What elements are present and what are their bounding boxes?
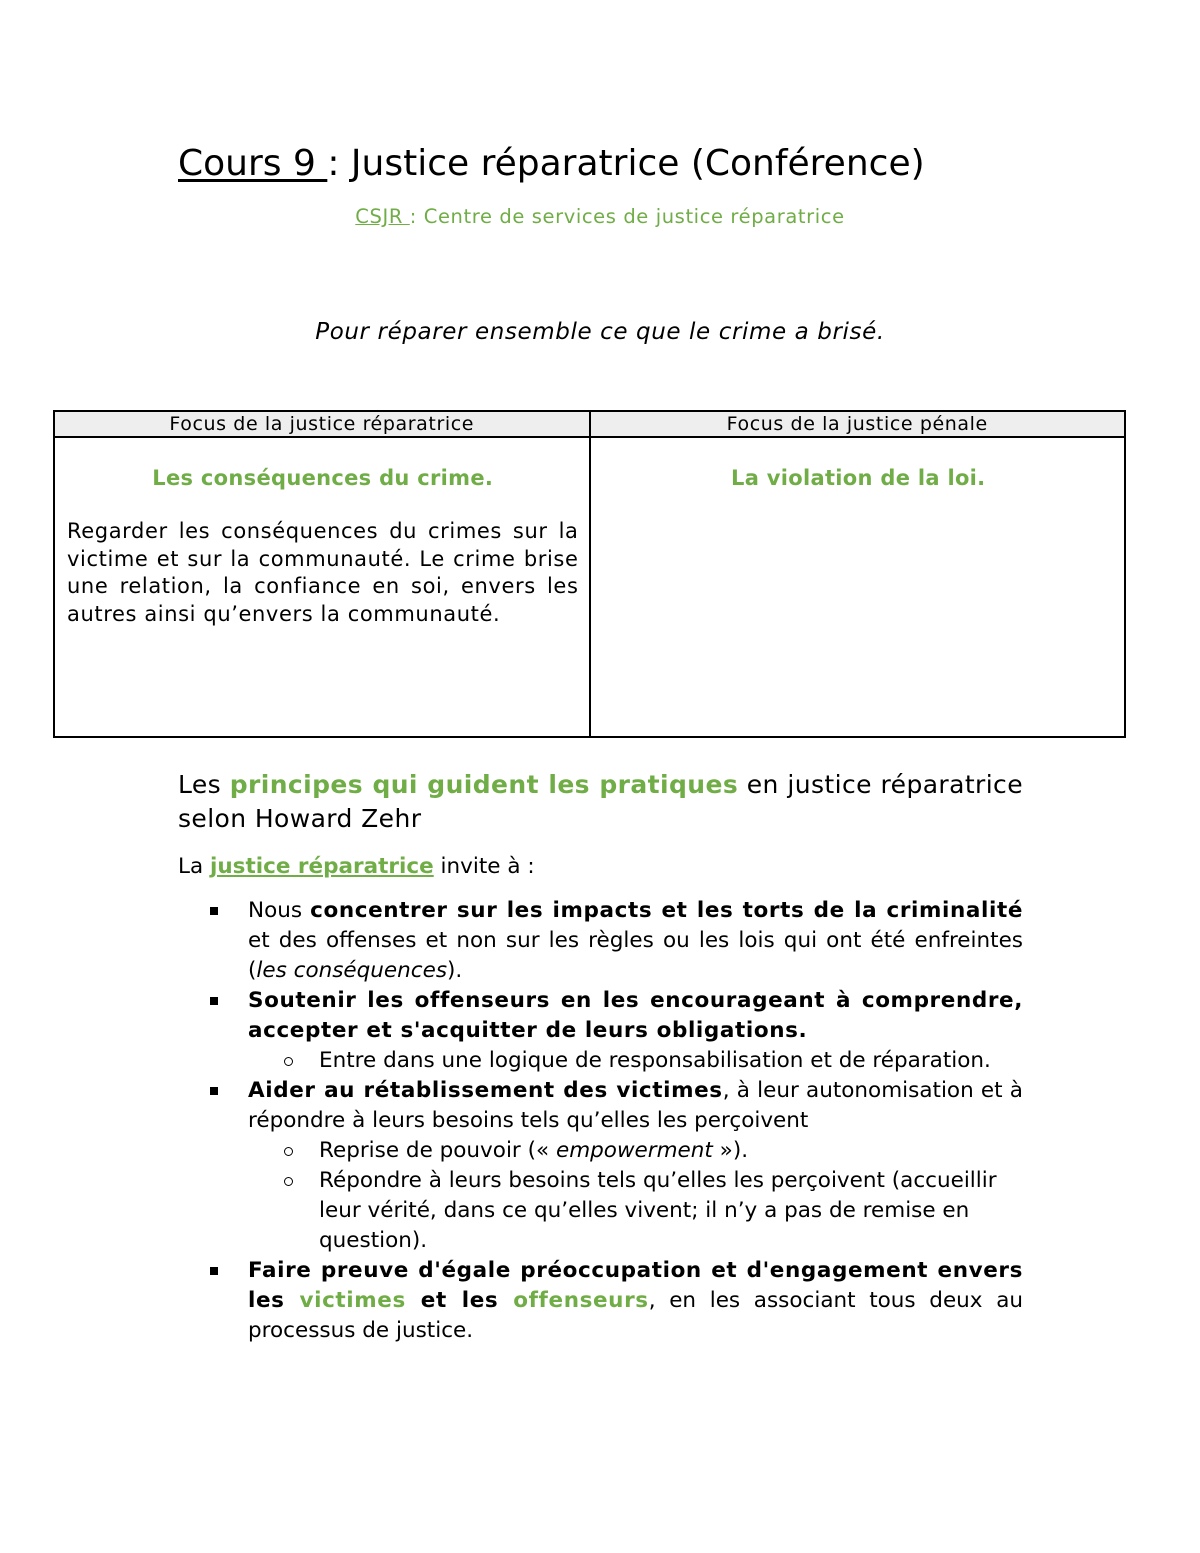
list-item: [178, 1076, 1023, 1256]
table-header-penal: Focus de la justice pénale: [590, 411, 1126, 437]
item-text: Nous: [248, 898, 311, 923]
square-bullet-icon: [210, 1267, 218, 1275]
list-item: [178, 896, 1023, 986]
page-subtitle: [0, 203, 1200, 231]
item-text: , en les associant tous deux au processus de justice.: [248, 1288, 1024, 1343]
item-bold-text: Aider au rétablissement des victimes: [248, 1078, 723, 1103]
item-highlight-victimes: victimes: [299, 1288, 406, 1313]
sub-list-item: [178, 1136, 1023, 1166]
page-title: [178, 140, 925, 188]
circle-bullet-icon: [284, 1147, 293, 1156]
circle-bullet-icon: [284, 1057, 293, 1066]
focus-comparison-table: [53, 410, 1126, 738]
sub-item-text: Répondre à leurs besoins tels qu’elles les perçoivent (accueillir leur vérité, dans ce qu’elles vivent; il n’y a pas de remise en question).: [319, 1168, 997, 1253]
section-heading: [178, 768, 1023, 836]
sub-item-italic-text: empowerment: [555, 1138, 713, 1163]
penal-focus-heading: La violation de la loi.: [731, 466, 986, 490]
principles-list: [178, 896, 1023, 1346]
table-header-restorative: Focus de la justice réparatrice: [54, 411, 590, 437]
item-italic-text: les conséquences: [256, 958, 448, 983]
intro-line: [178, 852, 535, 882]
heading-text-end: en justice réparatrice selon Howard Zehr: [178, 770, 1023, 833]
intro-text: La: [178, 854, 210, 879]
item-bold-text: Faire preuve d'égale préoccupation et d'engagement envers les: [248, 1258, 1023, 1313]
restorative-focus-heading: Les conséquences du crime.: [152, 466, 494, 490]
item-bold-text: Soutenir les offenseurs en les encourageant à comprendre, accepter et s'acquitter de leurs obligations.: [248, 988, 1023, 1043]
item-text: , à leur autonomisation et à répondre à leurs besoins tels qu’elles les perçoivent: [248, 1078, 1023, 1133]
item-text: et des offenses et non sur les règles ou les lois qui ont été enfreintes (: [248, 928, 1023, 983]
sub-list: [248, 1136, 1023, 1256]
sub-item-text: Reprise de pouvoir («: [319, 1138, 556, 1163]
intro-text-end: invite à :: [433, 854, 535, 879]
sub-list: [248, 1046, 1023, 1076]
sub-item-text: »).: [712, 1138, 749, 1163]
item-bold-text: et les: [405, 1288, 514, 1313]
square-bullet-icon: [210, 1087, 218, 1095]
sub-list-item: [178, 1046, 1023, 1076]
square-bullet-icon: [210, 907, 218, 915]
heading-highlight: principes qui guident les pratiques: [229, 770, 739, 799]
list-item: [178, 1256, 1023, 1346]
justice-reparatrice-link[interactable]: justice réparatrice: [210, 854, 434, 879]
subtitle-abbreviation: CSJR: [355, 205, 410, 228]
course-number: Cours 9: [178, 143, 328, 184]
item-text: ).: [447, 958, 463, 983]
list-item: [178, 986, 1023, 1076]
subtitle-expansion: : Centre de services de justice réparatrice: [409, 205, 845, 228]
square-bullet-icon: [210, 997, 218, 1005]
heading-text: Les: [178, 770, 230, 799]
circle-bullet-icon: [284, 1177, 293, 1186]
restorative-focus-description: Regarder les conséquences du crimes sur la victime et sur la communauté. Le crime brise une relation, la confiance en soi, envers les autres ainsi qu’envers la communauté.: [67, 519, 579, 626]
sub-item-text: Entre dans une logique de responsabilisation et de réparation.: [319, 1048, 991, 1073]
item-highlight-offenseurs: offenseurs: [513, 1288, 649, 1313]
table-cell-restorative: [54, 437, 590, 737]
course-title: : Justice réparatrice (Conférence): [327, 143, 925, 184]
sub-list-item: [178, 1166, 1023, 1256]
item-bold-text: concentrer sur les impacts et les torts de la criminalité: [310, 898, 1023, 923]
tagline: Pour réparer ensemble ce que le crime a brisé.: [315, 319, 885, 345]
table-cell-penal: [590, 437, 1126, 737]
